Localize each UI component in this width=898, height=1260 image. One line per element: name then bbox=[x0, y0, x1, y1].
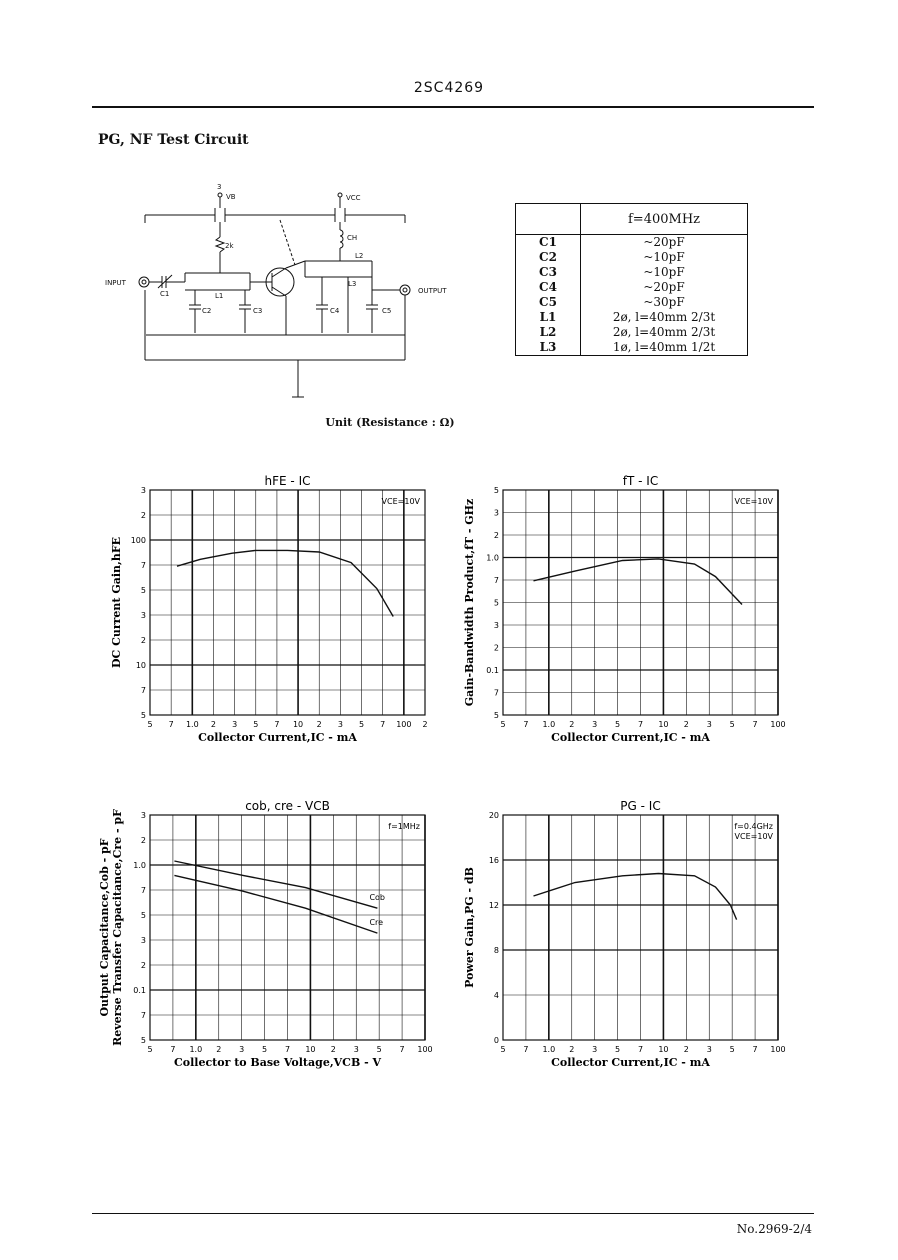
y-tick-label: 1.0 bbox=[486, 553, 499, 563]
x-tick-label: 5 bbox=[262, 1045, 268, 1054]
series-line bbox=[534, 874, 737, 920]
circuit-l2-label: L2 bbox=[355, 252, 364, 260]
circuit-vb-label: VB bbox=[226, 193, 236, 201]
part-name: C2 bbox=[516, 250, 581, 265]
y-tick-label: 8 bbox=[493, 946, 499, 955]
x-tick-label: 100 bbox=[417, 1045, 433, 1054]
x-tick-label: 3 bbox=[706, 1045, 712, 1054]
x-tick-label: 2 bbox=[683, 1045, 689, 1054]
x-tick-label: 10 bbox=[305, 1045, 316, 1054]
series-line bbox=[177, 550, 393, 616]
y-tick-label: 20 bbox=[488, 811, 499, 820]
circuit-l1-label: L1 bbox=[215, 292, 224, 300]
circuit-c5-label: C5 bbox=[382, 307, 392, 315]
x-tick-label: 100 bbox=[770, 720, 786, 729]
y-tick-label: 5 bbox=[493, 486, 499, 495]
part-name: C3 bbox=[516, 265, 581, 280]
x-tick-label: 5 bbox=[615, 1045, 621, 1054]
x-axis-label: Collector to Base Voltage,VCB - V bbox=[174, 1056, 381, 1069]
section-title: PG, NF Test Circuit bbox=[98, 132, 249, 148]
part-value: 1ø, l=40mm 1/2t bbox=[612, 340, 716, 354]
series-line bbox=[534, 559, 743, 605]
y-tick-label: 5 bbox=[140, 1036, 146, 1045]
chart-annotation: VCE=10V bbox=[734, 497, 773, 506]
x-tick-label: 7 bbox=[523, 1045, 529, 1054]
part-name: L1 bbox=[516, 310, 581, 325]
x-tick-label: 2 bbox=[569, 720, 575, 729]
x-tick-label: 7 bbox=[274, 720, 280, 729]
x-tick-label: 5 bbox=[147, 1045, 153, 1054]
header-rule bbox=[92, 106, 814, 108]
y-axis-label: Reverse Transfer Capacitance,Cre - pF bbox=[111, 809, 124, 1046]
chart-title: PG - IC bbox=[620, 799, 661, 813]
x-tick-label: 100 bbox=[396, 720, 412, 729]
x-tick-label: 7 bbox=[168, 720, 174, 729]
y-tick-label: 12 bbox=[488, 901, 499, 910]
x-tick-label: 10 bbox=[292, 720, 304, 729]
x-tick-label: 7 bbox=[399, 1045, 405, 1054]
x-tick-label: 2 bbox=[330, 1045, 336, 1054]
plot-frame bbox=[150, 490, 425, 715]
y-tick-label: 3 bbox=[140, 486, 146, 495]
x-tick-label: 7 bbox=[752, 720, 758, 729]
part-value: 2ø, l=40mm 2/3t bbox=[612, 310, 716, 324]
y-tick-label: 4 bbox=[493, 991, 499, 1000]
part-number-header: 2SC4269 bbox=[413, 80, 485, 96]
x-tick-label: 5 bbox=[729, 1045, 735, 1054]
series-label: Cob bbox=[369, 893, 386, 903]
x-tick-label: 3 bbox=[239, 1045, 245, 1054]
y-tick-label: 16 bbox=[488, 856, 499, 865]
y-tick-label: 3 bbox=[140, 611, 146, 620]
y-tick-label: 1.0 bbox=[133, 861, 146, 870]
x-tick-label: 100 bbox=[770, 1045, 786, 1054]
circuit-c3-label: C3 bbox=[253, 307, 263, 315]
y-tick-label: 3 bbox=[493, 508, 499, 518]
x-axis-label: Collector Current,IC - mA bbox=[198, 731, 357, 744]
y-tick-label: 0.1 bbox=[486, 666, 499, 675]
x-tick-label: 10 bbox=[658, 720, 669, 729]
y-tick-label: 5 bbox=[140, 911, 146, 920]
y-tick-label: 7 bbox=[140, 1011, 146, 1020]
chart-annotation: f=0.4GHz bbox=[734, 822, 773, 831]
parts-table-header: f=400MHz bbox=[581, 204, 748, 235]
x-tick-label: 5 bbox=[358, 720, 365, 729]
part-value: ~10pF bbox=[643, 265, 685, 279]
y-tick-label: 3 bbox=[140, 936, 146, 945]
part-name: C4 bbox=[516, 280, 581, 295]
chart-pg-ic bbox=[455, 795, 795, 1080]
x-tick-label: 5 bbox=[500, 1045, 506, 1054]
circuit-l3-label: L3 bbox=[348, 280, 357, 288]
circuit-c1-label: C1 bbox=[160, 290, 170, 298]
y-tick-label: 7 bbox=[140, 886, 146, 895]
chart-title: hFE - IC bbox=[264, 474, 311, 488]
part-name: C5 bbox=[516, 295, 581, 310]
y-tick-label: 100 bbox=[130, 536, 146, 545]
y-tick-label: 5 bbox=[493, 598, 499, 608]
y-tick-label: 5 bbox=[493, 711, 499, 720]
y-tick-label: 3 bbox=[493, 621, 499, 630]
y-axis-label: Gain-Bandwidth Product,fT - GHz bbox=[463, 498, 476, 707]
chart-title: fT - IC bbox=[622, 474, 659, 488]
x-tick-label: 5 bbox=[253, 720, 259, 729]
circuit-c2-label: C2 bbox=[202, 307, 212, 315]
x-tick-label: 7 bbox=[637, 1045, 644, 1054]
x-tick-label: 3 bbox=[592, 1045, 598, 1054]
circuit-output-label: OUTPUT bbox=[418, 287, 447, 295]
circuit-vcc-label: VCC bbox=[346, 194, 361, 202]
x-tick-label: 5 bbox=[729, 720, 735, 729]
y-axis-label: DC Current Gain,hFE bbox=[110, 536, 123, 669]
series-label: Cre bbox=[369, 918, 384, 928]
x-tick-label: 3 bbox=[353, 1045, 359, 1054]
circuit-ground-top: 3 bbox=[217, 183, 222, 191]
x-tick-label: 10 bbox=[658, 1045, 669, 1054]
y-tick-label: 7 bbox=[493, 576, 499, 585]
part-name: C1 bbox=[516, 235, 581, 251]
y-tick-label: 5 bbox=[140, 586, 146, 595]
footer-rule bbox=[92, 1213, 814, 1214]
y-tick-label: 2 bbox=[493, 643, 499, 653]
x-tick-label: 1.0 bbox=[185, 720, 199, 729]
chart-ft-ic bbox=[455, 470, 795, 755]
part-name: L3 bbox=[516, 340, 581, 356]
part-value: ~20pF bbox=[643, 235, 685, 249]
y-tick-label: 0 bbox=[493, 1036, 499, 1045]
circuit-choke-label: CH bbox=[347, 234, 358, 242]
x-tick-label: 1.0 bbox=[542, 1045, 556, 1054]
y-axis-label: Output Capacitance,Cob - pF bbox=[98, 838, 111, 1017]
circuit-input-label: INPUT bbox=[105, 279, 126, 287]
circuit-resistor-label: 2k bbox=[225, 242, 234, 250]
y-tick-label: 10 bbox=[135, 661, 146, 670]
y-tick-label: 0.1 bbox=[133, 986, 146, 995]
x-tick-label: 2 bbox=[683, 720, 689, 729]
part-value: ~20pF bbox=[643, 280, 685, 294]
x-tick-label: 2 bbox=[422, 720, 428, 729]
x-tick-label: 5 bbox=[376, 1045, 382, 1054]
chart-cob-cre-vcb bbox=[95, 795, 440, 1080]
part-value: 2ø, l=40mm 2/3t bbox=[612, 325, 716, 339]
x-tick-label: 7 bbox=[752, 1045, 758, 1054]
part-name: L2 bbox=[516, 325, 581, 340]
series-line bbox=[174, 861, 377, 908]
x-tick-label: 3 bbox=[337, 720, 343, 729]
x-tick-label: 1.0 bbox=[189, 1045, 203, 1054]
series-line bbox=[174, 875, 377, 933]
chart-title: cob, cre - VCB bbox=[245, 799, 330, 813]
x-tick-label: 7 bbox=[523, 720, 529, 729]
x-tick-label: 3 bbox=[592, 720, 598, 729]
y-tick-label: 3 bbox=[140, 811, 146, 820]
circuit-c4-label: C4 bbox=[330, 307, 340, 315]
x-axis-label: Collector Current,IC - mA bbox=[551, 1056, 710, 1069]
chart-hfe-ic bbox=[100, 470, 440, 755]
x-tick-label: 5 bbox=[147, 720, 153, 729]
x-tick-label: 2 bbox=[316, 720, 322, 729]
document-number: No.2969-2/4 bbox=[736, 1222, 812, 1236]
x-tick-label: 7 bbox=[284, 1045, 291, 1054]
y-tick-label: 7 bbox=[140, 686, 146, 695]
y-tick-label: 2 bbox=[140, 836, 146, 845]
unit-note: Unit (Resistance : Ω) bbox=[325, 416, 455, 429]
y-tick-label: 7 bbox=[493, 688, 499, 698]
part-value: ~10pF bbox=[643, 250, 685, 264]
x-tick-label: 2 bbox=[216, 1045, 222, 1054]
x-tick-label: 1.0 bbox=[542, 720, 556, 729]
chart-annotation: f=1MHz bbox=[388, 822, 420, 831]
x-tick-label: 2 bbox=[569, 1045, 575, 1054]
x-tick-label: 2 bbox=[210, 720, 217, 729]
y-axis-label: Power Gain,PG - dB bbox=[463, 867, 476, 988]
x-tick-label: 7 bbox=[637, 720, 644, 729]
x-tick-label: 3 bbox=[706, 720, 712, 729]
y-tick-label: 5 bbox=[140, 711, 146, 720]
x-tick-label: 5 bbox=[500, 720, 506, 729]
y-tick-label: 2 bbox=[140, 636, 146, 645]
y-tick-label: 2 bbox=[140, 511, 146, 520]
x-tick-label: 3 bbox=[232, 720, 238, 729]
part-value: ~30pF bbox=[643, 295, 685, 309]
x-tick-label: 7 bbox=[380, 720, 386, 729]
chart-annotation: VCE=10V bbox=[734, 832, 773, 841]
x-axis-label: Collector Current,IC - mA bbox=[551, 731, 710, 744]
parts-table bbox=[515, 203, 748, 356]
chart-annotation: VCE=10V bbox=[381, 497, 420, 506]
test-circuit-diagram bbox=[100, 175, 470, 410]
y-tick-label: 7 bbox=[140, 561, 146, 570]
y-tick-label: 2 bbox=[493, 531, 499, 540]
x-tick-label: 7 bbox=[170, 1045, 176, 1054]
x-tick-label: 5 bbox=[615, 720, 621, 729]
y-tick-label: 2 bbox=[140, 961, 146, 970]
